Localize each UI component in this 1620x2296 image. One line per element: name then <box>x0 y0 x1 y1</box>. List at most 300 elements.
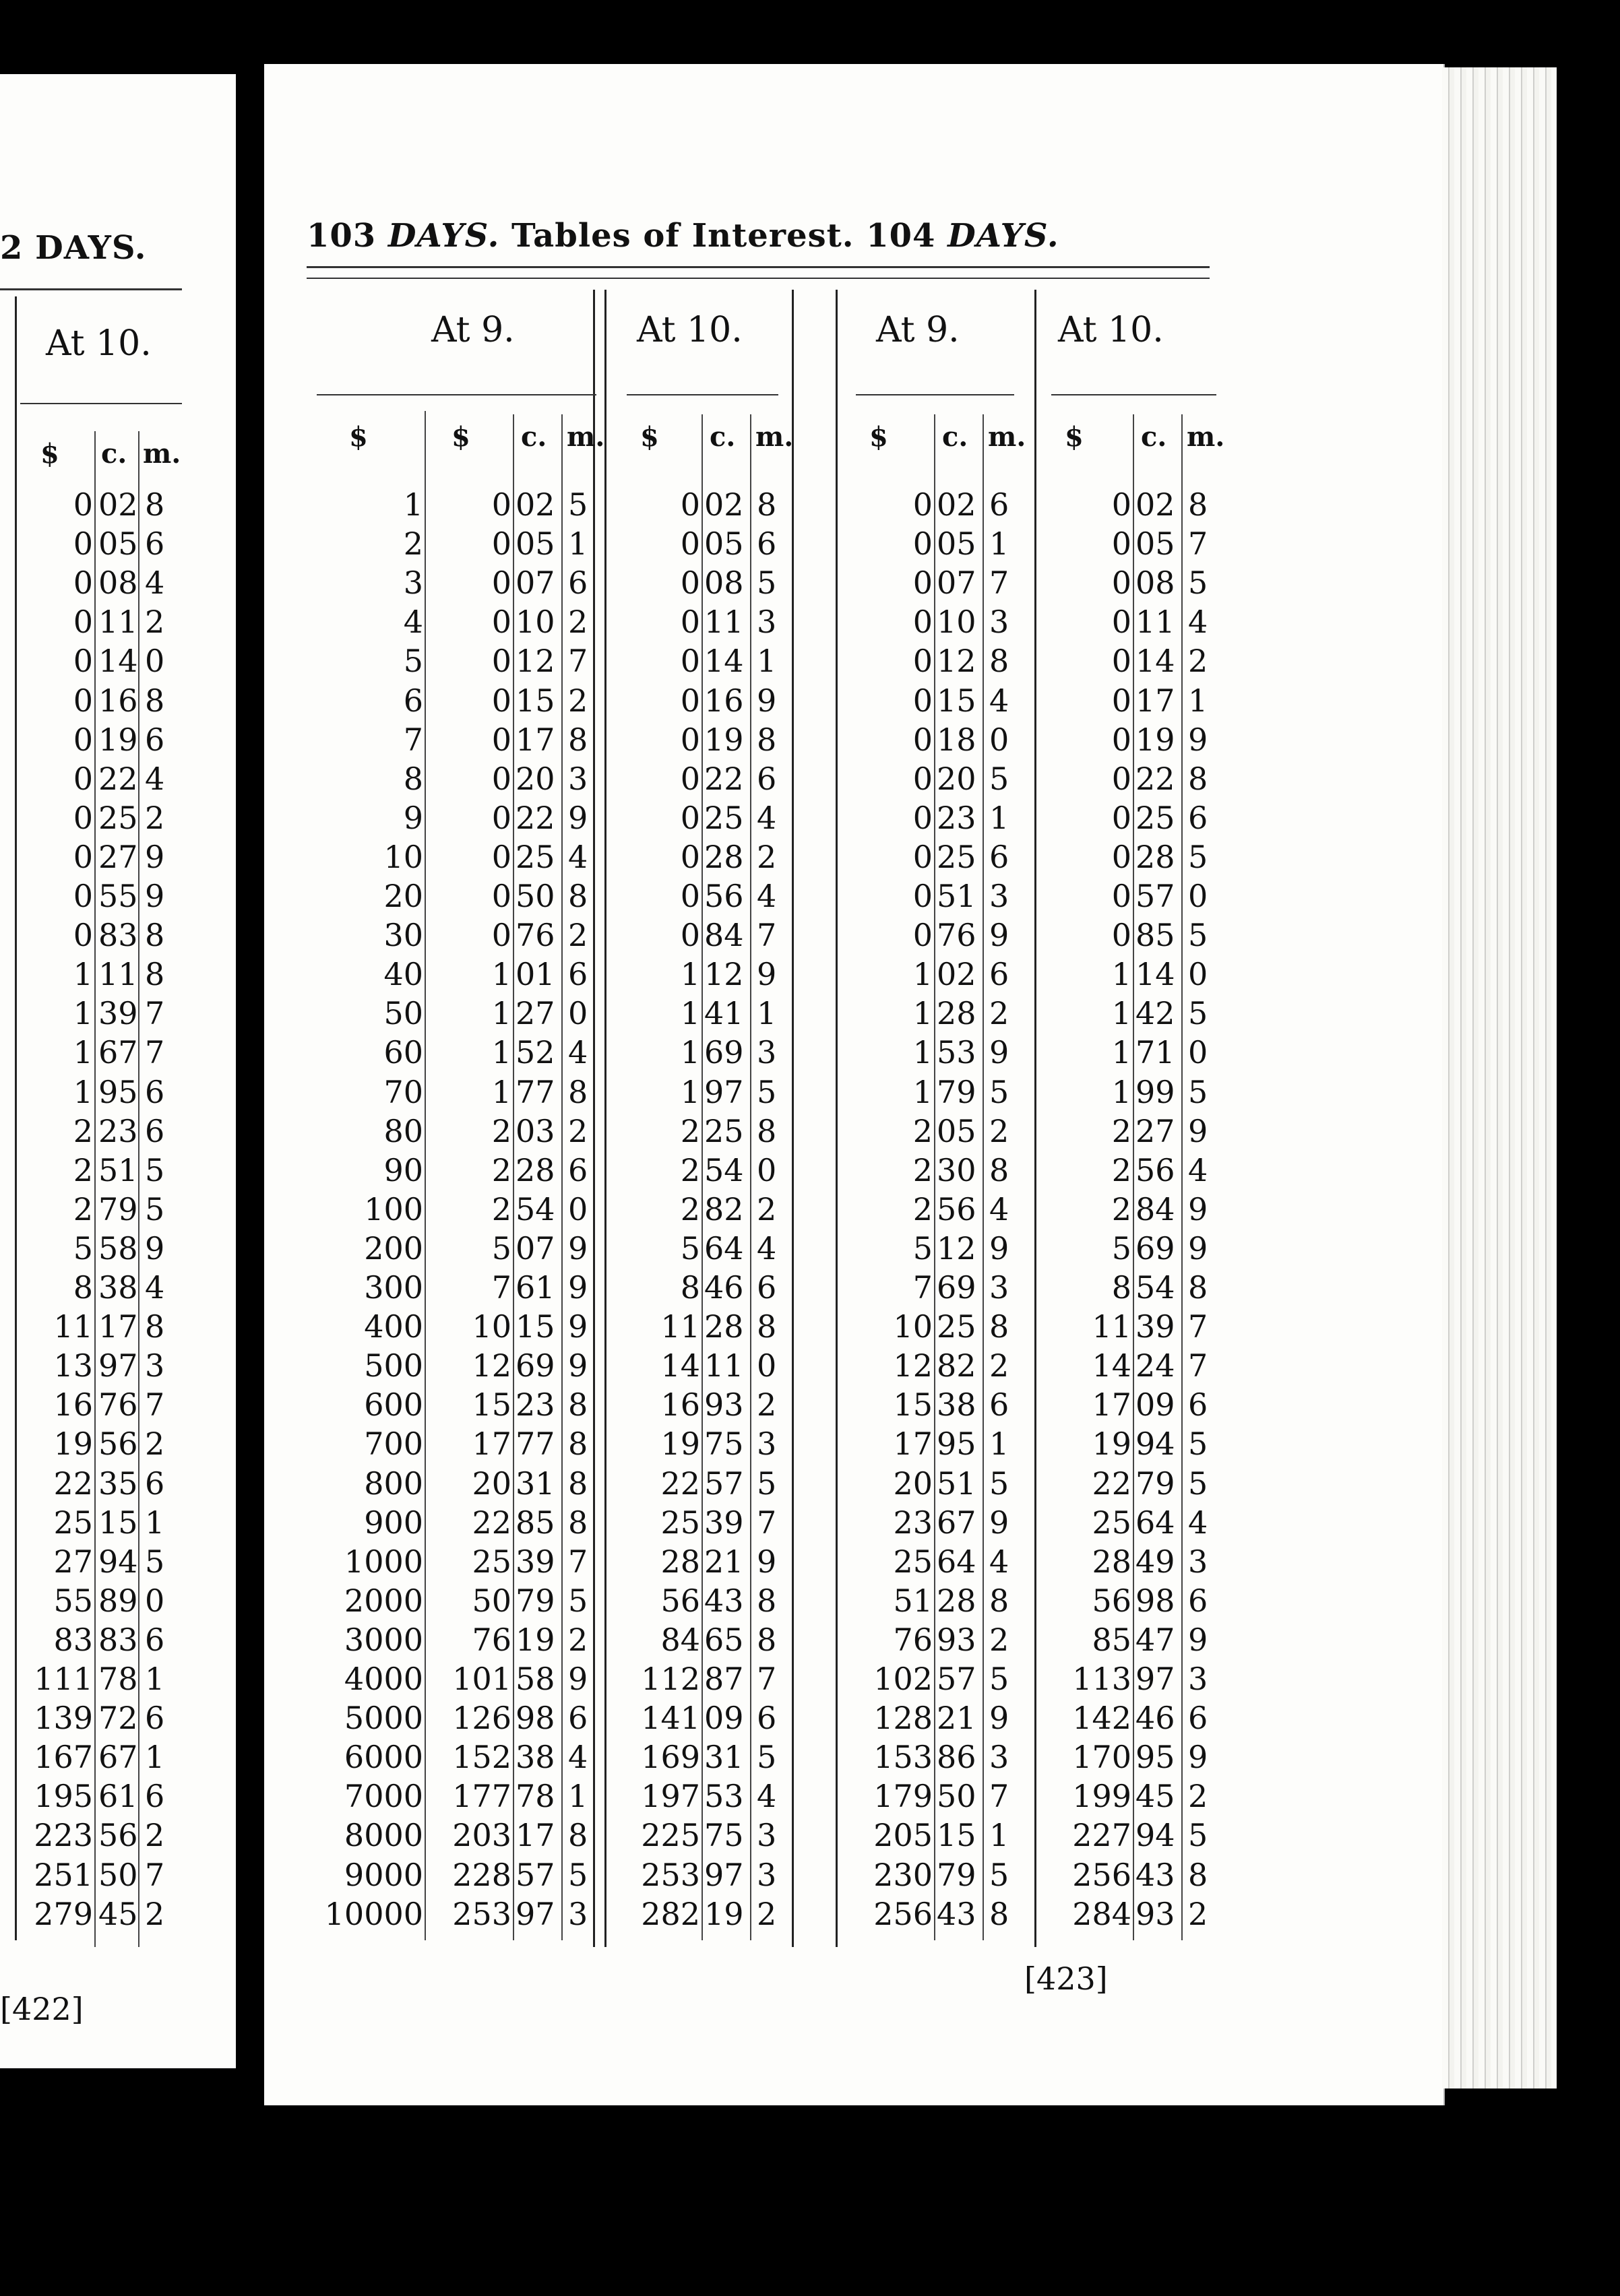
left-dollars: 139 <box>34 1700 93 1737</box>
left-cents: 25 <box>98 799 138 836</box>
dollars: 22 <box>660 1465 700 1502</box>
mills: 5 <box>1188 995 1208 1032</box>
mills: 5 <box>568 1856 588 1893</box>
mills: 4 <box>757 878 777 914</box>
cents: 53 <box>704 1778 744 1815</box>
mills: 3 <box>568 760 588 797</box>
cents: 75 <box>704 1817 744 1854</box>
cents: 19 <box>1135 721 1175 758</box>
left-mills: 6 <box>145 525 165 563</box>
mills: 1 <box>989 799 1009 836</box>
principal: 5 <box>403 643 423 680</box>
left-mills: 7 <box>145 995 165 1032</box>
dollars: 0 <box>680 917 700 954</box>
cents: 25 <box>937 838 976 875</box>
left-dollars: 83 <box>53 1621 93 1658</box>
mills: 6 <box>757 1700 777 1737</box>
dollars: 199 <box>1072 1778 1131 1815</box>
cents: 77 <box>516 1073 555 1110</box>
dollars: 197 <box>641 1778 700 1815</box>
left-mills: 6 <box>145 1112 165 1149</box>
cents: 30 <box>937 1151 976 1188</box>
dollars: 0 <box>491 643 511 680</box>
principal: 70 <box>383 1073 423 1110</box>
principal: 60 <box>383 1034 423 1071</box>
dollars: 179 <box>873 1778 933 1815</box>
left-dollars: 13 <box>53 1347 93 1384</box>
dollars: 2 <box>1111 1112 1131 1149</box>
cents: 76 <box>937 917 976 954</box>
cents: 95 <box>1135 1739 1175 1776</box>
mills: 4 <box>757 1230 777 1267</box>
left-mills: 7 <box>145 1386 165 1424</box>
cents: 28 <box>516 1151 555 1188</box>
mills: 4 <box>1188 604 1208 641</box>
principal: 9 <box>403 799 423 836</box>
left-dollars: 22 <box>53 1465 93 1502</box>
left-mills: 6 <box>145 1700 165 1737</box>
subhead-dollars: $ <box>869 421 888 453</box>
left-mills: 4 <box>145 565 165 602</box>
mills: 0 <box>1188 878 1208 914</box>
dollars: 0 <box>1111 760 1131 797</box>
cents-sep <box>513 414 514 1940</box>
left-dollars: 251 <box>34 1856 93 1893</box>
left-mills: 2 <box>145 1817 165 1854</box>
mills: 9 <box>989 1504 1009 1541</box>
dollars: 76 <box>472 1621 511 1658</box>
dollars: 14 <box>1092 1347 1131 1384</box>
cents: 67 <box>937 1504 976 1541</box>
principal: 500 <box>364 1347 423 1384</box>
dollars: 0 <box>491 486 511 523</box>
cents: 18 <box>937 721 976 758</box>
mills: 7 <box>989 1778 1009 1815</box>
cents: 02 <box>937 486 976 523</box>
left-mills: 8 <box>145 956 165 993</box>
dollars: 2 <box>912 1112 933 1149</box>
dollars: 25 <box>660 1504 700 1541</box>
dollars: 0 <box>1111 799 1131 836</box>
cents: 69 <box>937 1269 976 1306</box>
dollars: 0 <box>491 525 511 563</box>
left-cents: 05 <box>98 525 138 563</box>
cents: 10 <box>937 604 976 641</box>
mills: 5 <box>568 486 588 523</box>
cents: 46 <box>704 1269 744 1306</box>
cents: 50 <box>516 878 555 914</box>
cents: 02 <box>704 486 744 523</box>
mills: 8 <box>989 1151 1009 1188</box>
mills: 9 <box>989 1700 1009 1737</box>
cents: 43 <box>704 1582 744 1619</box>
dollars: 10 <box>472 1308 511 1345</box>
left-dollars: 195 <box>34 1778 93 1815</box>
dollars: 0 <box>1111 604 1131 641</box>
mills: 8 <box>568 878 588 914</box>
mills: 8 <box>1188 486 1208 523</box>
mills: 4 <box>989 1543 1009 1580</box>
rate-head-rule <box>317 394 596 395</box>
cents: 75 <box>704 1426 744 1463</box>
principal: 3000 <box>344 1621 423 1658</box>
cents: 51 <box>937 878 976 914</box>
left-cents: 67 <box>98 1034 138 1071</box>
cents: 46 <box>1135 1700 1175 1737</box>
cents: 03 <box>516 1112 555 1149</box>
cents: 39 <box>516 1543 555 1580</box>
left-cents: 45 <box>98 1895 138 1932</box>
dollars: 1 <box>1111 1073 1131 1110</box>
cents: 57 <box>1135 878 1175 914</box>
dollars: 0 <box>491 565 511 602</box>
subhead-dollars: $ <box>640 421 659 453</box>
cents: 93 <box>937 1621 976 1658</box>
mills: 6 <box>989 1386 1009 1424</box>
mills: 8 <box>568 1465 588 1502</box>
dollars: 2 <box>491 1112 511 1149</box>
dollars: 16 <box>660 1386 700 1424</box>
mills: 4 <box>568 1034 588 1071</box>
left-dollars: 2 <box>73 1190 93 1227</box>
left-head-rule <box>20 403 182 404</box>
principal: 10000 <box>324 1895 423 1932</box>
dollars: 0 <box>1111 878 1131 914</box>
left-cents: 94 <box>98 1543 138 1580</box>
dollars: 230 <box>873 1856 933 1893</box>
cents: 07 <box>516 565 555 602</box>
subhead-cents: c. <box>521 421 547 453</box>
left-cents: 23 <box>98 1112 138 1149</box>
mills: 5 <box>989 1465 1009 1502</box>
dollars: 1 <box>912 1073 933 1110</box>
left-cents: 11 <box>98 956 138 993</box>
cents: 27 <box>1135 1112 1175 1149</box>
dollars: 177 <box>452 1778 511 1815</box>
left-dollars: 0 <box>73 878 93 914</box>
dollars: 1 <box>491 995 511 1032</box>
cents: 19 <box>704 721 744 758</box>
mills: 6 <box>1188 799 1208 836</box>
cents: 28 <box>937 1582 976 1619</box>
mills: 2 <box>757 1895 777 1932</box>
cents: 78 <box>516 1778 555 1815</box>
left-cents: 11 <box>98 604 138 641</box>
principal: 2 <box>403 525 423 563</box>
left-subhead: m. <box>143 438 181 470</box>
cents: 09 <box>1135 1386 1175 1424</box>
cents: 45 <box>1135 1778 1175 1815</box>
principal: 3 <box>403 565 423 602</box>
dollars: 1 <box>680 1073 700 1110</box>
mills: 6 <box>568 1151 588 1188</box>
dollars: 0 <box>680 878 700 914</box>
dollars: 112 <box>641 1661 700 1697</box>
dollars: 203 <box>452 1817 511 1854</box>
rate-head-rule <box>856 394 1014 395</box>
principal: 30 <box>383 917 423 954</box>
left-cents: 38 <box>98 1269 138 1306</box>
mills: 1 <box>568 1778 588 1815</box>
mills: 4 <box>568 838 588 875</box>
dollars: 15 <box>893 1386 933 1424</box>
mills: 8 <box>989 643 1009 680</box>
cents: 79 <box>516 1582 555 1619</box>
cents: 15 <box>516 1308 555 1345</box>
left-mills: 3 <box>145 1347 165 1384</box>
cents: 12 <box>704 956 744 993</box>
left-mills: 9 <box>145 838 165 875</box>
dollars: 141 <box>641 1700 700 1737</box>
dollars: 113 <box>1072 1661 1131 1697</box>
cents: 94 <box>1135 1426 1175 1463</box>
mills: 9 <box>1188 1230 1208 1267</box>
left-dollars: 8 <box>73 1269 93 1306</box>
dollars: 0 <box>1111 525 1131 563</box>
mills: 2 <box>989 1621 1009 1658</box>
cents: 97 <box>704 1856 744 1893</box>
mills: 9 <box>989 917 1009 954</box>
left-header-fragment: 2 DAYS. <box>0 229 147 267</box>
left-dollars: 2 <box>73 1151 93 1188</box>
mills: 5 <box>757 1073 777 1110</box>
mills: 9 <box>568 1269 588 1306</box>
cents: 07 <box>516 1230 555 1267</box>
dollars: 2 <box>680 1112 700 1149</box>
left-dollars: 0 <box>73 799 93 836</box>
left-cents: 72 <box>98 1700 138 1737</box>
principal: 5000 <box>344 1700 423 1737</box>
left-dollars: 167 <box>34 1739 93 1776</box>
dollars: 0 <box>912 760 933 797</box>
dollars: 169 <box>641 1739 700 1776</box>
left-dollars: 0 <box>73 525 93 563</box>
dollars: 2 <box>912 1151 933 1188</box>
page-edges <box>1442 67 1557 2088</box>
mills: 6 <box>757 760 777 797</box>
dollars: 5 <box>491 1230 511 1267</box>
dollars: 2 <box>680 1190 700 1227</box>
left-dollars: 0 <box>73 643 93 680</box>
cents: 05 <box>937 525 976 563</box>
dollars: 0 <box>680 682 700 719</box>
mills: 2 <box>1188 1778 1208 1815</box>
mills-sep <box>750 414 751 1940</box>
dollars: 0 <box>491 604 511 641</box>
dollars: 22 <box>1092 1465 1131 1502</box>
cents: 15 <box>937 1817 976 1854</box>
dollars: 0 <box>912 525 933 563</box>
left-dollars: 111 <box>34 1661 93 1697</box>
cents: 21 <box>704 1543 744 1580</box>
cents: 05 <box>1135 525 1175 563</box>
dollars: 17 <box>1092 1386 1131 1424</box>
cents: 56 <box>1135 1151 1175 1188</box>
dollars: 85 <box>1092 1621 1131 1658</box>
mills: 8 <box>757 1112 777 1149</box>
left-mills: 6 <box>145 1621 165 1658</box>
mills: 9 <box>568 799 588 836</box>
dollars: 20 <box>472 1465 511 1502</box>
left-mills: 9 <box>145 878 165 914</box>
mills: 5 <box>757 565 777 602</box>
left-mills: 2 <box>145 799 165 836</box>
cents: 77 <box>516 1426 555 1463</box>
principal: 20 <box>383 878 423 914</box>
cents: 57 <box>704 1465 744 1502</box>
dollars: 0 <box>680 604 700 641</box>
dollars: 228 <box>452 1856 511 1893</box>
mills: 9 <box>568 1308 588 1345</box>
mills: 8 <box>1188 1856 1208 1893</box>
left-cents: 14 <box>98 643 138 680</box>
left-cents: 83 <box>98 917 138 954</box>
cents: 85 <box>1135 917 1175 954</box>
dollars: 142 <box>1072 1700 1131 1737</box>
left-cents: 67 <box>98 1739 138 1776</box>
dollars: 282 <box>641 1895 700 1932</box>
cents: 19 <box>516 1621 555 1658</box>
dollars: 153 <box>873 1739 933 1776</box>
left-cents: 55 <box>98 878 138 914</box>
dollars: 256 <box>873 1895 933 1932</box>
table-divider <box>1034 290 1036 1947</box>
left-mills: 6 <box>145 1073 165 1110</box>
mills: 5 <box>989 760 1009 797</box>
mills: 6 <box>989 956 1009 993</box>
mills: 5 <box>989 1856 1009 1893</box>
mills: 0 <box>1188 1034 1208 1071</box>
cents: 53 <box>937 1034 976 1071</box>
left-dollars: 55 <box>53 1582 93 1619</box>
cents: 05 <box>704 525 744 563</box>
cents: 02 <box>516 486 555 523</box>
dollars: 7 <box>491 1269 511 1306</box>
dollars: 0 <box>912 643 933 680</box>
dollars: 2 <box>680 1151 700 1188</box>
dollars: 0 <box>1111 917 1131 954</box>
cents: 98 <box>1135 1582 1175 1619</box>
dollars: 2 <box>912 1190 933 1227</box>
dollars: 0 <box>912 565 933 602</box>
dollars: 17 <box>893 1426 933 1463</box>
mills: 4 <box>1188 1151 1208 1188</box>
dollars: 256 <box>1072 1856 1131 1893</box>
dollars: 0 <box>680 799 700 836</box>
subhead-mills: m. <box>988 421 1026 453</box>
cents: 87 <box>704 1661 744 1697</box>
cents: 17 <box>516 1817 555 1854</box>
left-cents: 35 <box>98 1465 138 1502</box>
dollars: 11 <box>1092 1308 1131 1345</box>
dollars: 0 <box>1111 721 1131 758</box>
cents: 08 <box>704 565 744 602</box>
dollars: 0 <box>491 838 511 875</box>
dollars: 0 <box>491 878 511 914</box>
mills: 4 <box>989 682 1009 719</box>
dollars: 14 <box>660 1347 700 1384</box>
cents: 57 <box>937 1661 976 1697</box>
mills: 5 <box>757 1739 777 1776</box>
cents: 99 <box>1135 1073 1175 1110</box>
mills-sep <box>561 414 563 1940</box>
mills: 9 <box>568 1230 588 1267</box>
mills: 6 <box>1188 1582 1208 1619</box>
mills: 5 <box>989 1073 1009 1110</box>
cents: 79 <box>937 1073 976 1110</box>
mills: 9 <box>757 956 777 993</box>
dollars: 101 <box>452 1661 511 1697</box>
mills: 8 <box>757 1621 777 1658</box>
dollars: 51 <box>893 1582 933 1619</box>
cents: 51 <box>937 1465 976 1502</box>
dollars: 0 <box>1111 486 1131 523</box>
left-cents: 15 <box>98 1504 138 1541</box>
header-rule <box>307 266 1210 268</box>
dollars: 12 <box>472 1347 511 1384</box>
dollars: 25 <box>893 1543 933 1580</box>
cents: 52 <box>516 1034 555 1071</box>
left-cents: 16 <box>98 682 138 719</box>
rate-head-rule <box>1051 394 1216 395</box>
cents: 22 <box>516 799 555 836</box>
mills: 8 <box>568 1817 588 1854</box>
principal: 8 <box>403 760 423 797</box>
left-mills: 8 <box>145 682 165 719</box>
dollars: 253 <box>641 1856 700 1893</box>
mills: 3 <box>757 1034 777 1071</box>
dollars: 11 <box>660 1308 700 1345</box>
cents: 58 <box>516 1661 555 1697</box>
cents: 02 <box>1135 486 1175 523</box>
dollars: 1 <box>1111 1034 1131 1071</box>
subhead-dollars: $ <box>1065 421 1084 453</box>
subhead-mills: m. <box>1187 421 1225 453</box>
header-days-right-word: DAYS. <box>947 217 1059 255</box>
mills: 6 <box>568 565 588 602</box>
dollars: 0 <box>912 838 933 875</box>
cents: 41 <box>704 995 744 1032</box>
mills: 6 <box>1188 1700 1208 1737</box>
header-days-left-num: 103 <box>307 217 377 255</box>
header-rule-2 <box>307 278 1210 279</box>
mills: 2 <box>568 1112 588 1149</box>
left-cents: 79 <box>98 1190 138 1227</box>
cents: 16 <box>704 682 744 719</box>
cents: 14 <box>1135 956 1175 993</box>
principal: 2000 <box>344 1582 423 1619</box>
mills: 3 <box>757 1817 777 1854</box>
dollars: 20 <box>893 1465 933 1502</box>
cents: 69 <box>1135 1230 1175 1267</box>
left-mills: 0 <box>145 1582 165 1619</box>
mills: 9 <box>1188 1621 1208 1658</box>
dollars: 253 <box>452 1895 511 1932</box>
mills: 1 <box>757 643 777 680</box>
left-cents: 08 <box>98 565 138 602</box>
cents: 43 <box>1135 1856 1175 1893</box>
mills: 2 <box>1188 643 1208 680</box>
mills: 3 <box>989 878 1009 914</box>
rate-head: At 9. <box>876 310 960 350</box>
cents: 20 <box>937 760 976 797</box>
table-divider <box>792 290 794 1947</box>
dollars: 17 <box>472 1426 511 1463</box>
left-mills: 9 <box>145 1230 165 1267</box>
cents: 12 <box>937 1230 976 1267</box>
dollars: 1 <box>912 1034 933 1071</box>
cents: 07 <box>937 565 976 602</box>
